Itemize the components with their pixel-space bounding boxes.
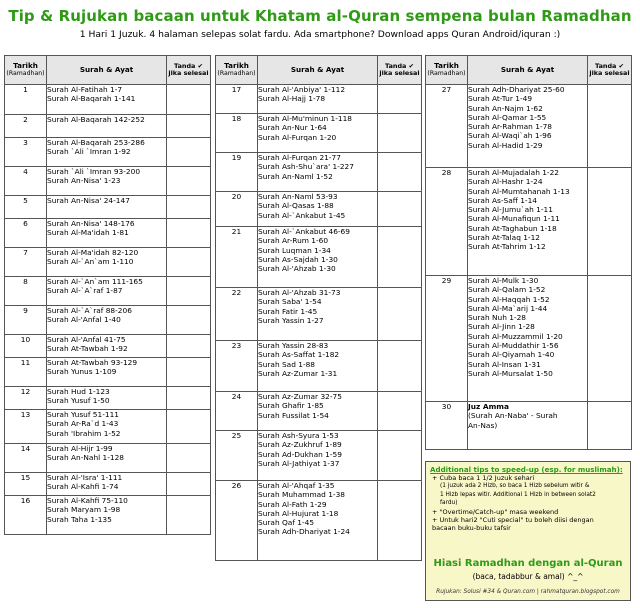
table-row (5, 248, 211, 277)
surah-range: Surah An-Nisa' 24-147 (47, 196, 130, 205)
surah-range: Surah Luqman 1-34 (258, 245, 331, 255)
table-row (5, 444, 211, 473)
surah-range: Surah Hud 1-123 (47, 387, 110, 396)
table-row (216, 85, 422, 114)
page-subtitle: 1 Hari 1 Juzuk. 4 halaman selepas solat fardu. Ada smartphone? Download apps Quran Android/iquran :) (79, 29, 561, 40)
surah-range: Surah Al-Mulk 1-30 (468, 276, 539, 285)
surah-range: Surah Al-'Ahzab 31-73 (258, 288, 341, 297)
table-row (5, 387, 211, 410)
surah-range: Surah Al-'Anfal 41-75 (47, 335, 126, 344)
surah-range: Surah Al-Jumu`ah 1-11 (468, 205, 553, 215)
surah-range: Surah Adh-Dhariyat 1-24 (258, 527, 350, 537)
surah-range: Surah Nuh 1-28 (468, 313, 526, 323)
day-number: 28 (426, 168, 468, 276)
day-number: 30 (426, 402, 468, 450)
table-row (426, 402, 632, 450)
table-row (216, 481, 422, 561)
day-number: 24 (216, 392, 258, 431)
surah-list (258, 392, 378, 431)
surah-list (47, 196, 167, 219)
completion-checkbox[interactable] (378, 392, 422, 431)
schedule-table-3 (425, 55, 632, 450)
day-number: 11 (5, 358, 47, 387)
completion-checkbox[interactable] (167, 219, 211, 248)
day-number: 15 (5, 473, 47, 496)
surah-range: Surah Sad 1-88 (258, 359, 316, 369)
surah-list (47, 335, 167, 358)
completion-checkbox[interactable] (378, 227, 422, 288)
surah-range: Surah Al-Mursalat 1-50 (468, 368, 553, 378)
schedule-table-1 (4, 55, 211, 535)
completion-checkbox[interactable] (167, 473, 211, 496)
tip-line: bacaan buku-buku tafsir (432, 524, 511, 533)
surah-range: Surah Al-Hashr 1-24 (468, 177, 543, 187)
surah-range: Surah Al-Haqqah 1-52 (468, 294, 550, 304)
day-number: 1 (5, 85, 47, 115)
surah-range: Surah Al-Muddathir 1-56 (468, 341, 559, 351)
table-row (216, 114, 422, 153)
day-number: 20 (216, 192, 258, 227)
surah-range: Surah Al-Furqan 21-77 (258, 153, 341, 162)
surah-range: Surah Al-'Isra' 1-111 (47, 473, 123, 482)
tip-line: 1 Hizb lepas witir. Additional 1 Hizb in between solat2 (440, 491, 596, 498)
day-number: 10 (5, 335, 47, 358)
day-number: 21 (216, 227, 258, 288)
completion-checkbox[interactable] (378, 85, 422, 114)
surah-list (258, 431, 378, 481)
surah-list (47, 85, 167, 115)
surah-range: Surah Al-Kahfi 75-110 (47, 496, 128, 505)
surah-list (47, 496, 167, 535)
table-row (216, 192, 422, 227)
table-row (5, 306, 211, 335)
surah-range: Surah Yusuf 1-50 (47, 396, 110, 406)
surah-range: Surah Ar-Rahman 1-78 (468, 122, 552, 132)
surah-list (258, 85, 378, 114)
surah-range: Surah Fatir 1-45 (258, 306, 318, 316)
day-number: 2 (5, 115, 47, 138)
completion-checkbox[interactable] (167, 306, 211, 335)
surah-range: Surah Al-`A`raf 88-206 (47, 306, 132, 315)
surah-list (258, 481, 378, 561)
surah-range: Surah Al-Hujurat 1-18 (258, 508, 339, 518)
surah-range: Surah Ash-Syura 1-53 (258, 431, 339, 440)
surah-range: Surah Al-'Anfal 1-40 (47, 315, 121, 325)
surah-range: Surah Al-Qalam 1-52 (468, 285, 546, 295)
surah-range: Surah Az-Zukhruf 1-89 (258, 440, 342, 450)
surah-range: Surah Al-'Anbiya' 1-112 (258, 85, 346, 94)
surah-range: Surah Al-Mujadalah 1-22 (468, 168, 560, 177)
table-row (216, 431, 422, 481)
surah-list (47, 167, 167, 196)
tip-line: (1 juzuk ada 2 Hizb, so baca 1 Hizb sebelum witir & (440, 483, 590, 490)
header-surah: Surah & Ayat (468, 56, 588, 85)
ramadhan-slogan-sub: (baca, tadabbur & amal) ^_^ (472, 572, 584, 581)
completion-checkbox[interactable] (167, 410, 211, 444)
surah-range: Surah Al-Jinn 1-28 (468, 322, 535, 332)
surah-range: Surah Al-Muzzammil 1-20 (468, 331, 563, 341)
surah-list (47, 358, 167, 387)
table-row (216, 341, 422, 392)
surah-range: Surah Ash-Shu`ara' 1-227 (258, 162, 354, 172)
surah-range: Surah Adh-Dhariyat 25-60 (468, 85, 565, 94)
surah-list (258, 341, 378, 392)
surah-range: Surah Al-Qasas 1-88 (258, 201, 334, 211)
surah-range: Surah Ad-Dukhan 1-59 (258, 449, 342, 459)
day-number: 3 (5, 138, 47, 167)
surah-list (468, 402, 588, 450)
table-row (5, 473, 211, 496)
completion-checkbox[interactable] (588, 168, 632, 276)
surah-range: Surah Ar-Rum 1-60 (258, 236, 329, 246)
surah-list (258, 192, 378, 227)
day-number: 25 (216, 431, 258, 481)
day-number: 17 (216, 85, 258, 114)
completion-checkbox[interactable] (167, 196, 211, 219)
day-number: 12 (5, 387, 47, 410)
surah-range: Surah An-Nur 1-64 (258, 123, 327, 133)
table-row (426, 276, 632, 402)
surah-range: Surah At-Tawbah 93-129 (47, 358, 138, 367)
surah-range: Surah Al-'Ahqaf 1-35 (258, 481, 335, 490)
surah-list (47, 306, 167, 335)
surah-list (47, 138, 167, 167)
surah-range: Surah An-Nahl 1-128 (47, 453, 125, 463)
surah-list (47, 219, 167, 248)
surah-list (47, 115, 167, 138)
surah-range: Surah Al-Kahfi 1-74 (47, 482, 119, 492)
table-row (5, 358, 211, 387)
completion-checkbox[interactable] (167, 387, 211, 410)
completion-checkbox[interactable] (167, 115, 211, 138)
tip-line: fardu) (440, 500, 458, 507)
surah-range: Surah Al-Qiyamah 1-40 (468, 350, 555, 360)
surah-range: Surah `Ali `Imran 1-92 (47, 147, 131, 157)
surah-range: Surah Maryam 1-98 (47, 505, 121, 515)
table-row (5, 335, 211, 358)
table-row (216, 153, 422, 192)
surah-range: Surah Al-Ma'idah 82-120 (47, 248, 139, 257)
surah-range: Surah At-Tawbah 1-92 (47, 344, 128, 354)
surah-list (468, 85, 588, 168)
completion-checkbox[interactable] (167, 277, 211, 306)
page-title: Tip & Rujukan bacaan untuk Khatam al-Quran sempena bulan Ramadhan (8, 7, 632, 25)
juz-name: Juz Amma (468, 402, 509, 411)
day-number: 18 (216, 114, 258, 153)
surah-range: Surah Az-Zumar 32-75 (258, 392, 342, 401)
surah-list (47, 248, 167, 277)
surah-range: Surah Saba' 1-54 (258, 297, 322, 307)
surah-range: Surah An-Nisa' 148-176 (47, 219, 135, 228)
surah-list (258, 288, 378, 341)
completion-checkbox[interactable] (378, 341, 422, 392)
surah-range: Surah Fussilat 1-54 (258, 410, 329, 420)
table-row (216, 392, 422, 431)
surah-range: Surah Al-Qamar 1-55 (468, 112, 547, 122)
surah-range: Surah Al-`A`raf 1-87 (47, 286, 123, 296)
surah-list (47, 444, 167, 473)
header-surah: Surah & Ayat (258, 56, 378, 85)
day-number: 5 (5, 196, 47, 219)
day-number: 14 (5, 444, 47, 473)
surah-range: Surah At-Talaq 1-12 (468, 233, 541, 243)
header-surah: Surah & Ayat (47, 56, 167, 85)
surah-list (47, 387, 167, 410)
tips-box (425, 461, 631, 601)
table-row (426, 85, 632, 168)
table-row (5, 196, 211, 219)
header-tarikh: Tarikh (Ramadhan) (216, 56, 258, 85)
completion-checkbox[interactable] (167, 335, 211, 358)
surah-range: An-Nas) (468, 420, 498, 430)
table-row (216, 288, 422, 341)
header-tanda: Tanda ✔ jika selesai (167, 56, 211, 85)
surah-range: Surah Al-Ma'idah 1-81 (47, 228, 129, 238)
header-tanda: Tanda ✔ jika selesai (588, 56, 632, 85)
completion-checkbox[interactable] (378, 431, 422, 481)
surah-range: (Surah An-Naba' - Surah (468, 411, 558, 421)
completion-checkbox[interactable] (588, 85, 632, 168)
completion-checkbox[interactable] (378, 481, 422, 561)
surah-range: Surah An-Naml 53-93 (258, 192, 338, 201)
surah-range: Surah Taha 1-135 (47, 514, 112, 524)
surah-range: Surah Al-Fatihah 1-7 (47, 85, 123, 94)
tips-title: Additional tips to speed-up (esp. for muslimah): (430, 465, 623, 474)
schedule-table-2 (215, 55, 422, 561)
day-number: 26 (216, 481, 258, 561)
completion-checkbox[interactable] (588, 402, 632, 450)
surah-range: Surah Al-Baqarah 1-141 (47, 94, 136, 104)
surah-range: Surah `Ali `Imran 93-200 (47, 167, 141, 176)
completion-checkbox[interactable] (167, 496, 211, 535)
surah-range: Surah Yusuf 51-111 (47, 410, 119, 419)
table-row (5, 115, 211, 138)
surah-range: Surah Al-Fath 1-29 (258, 499, 327, 509)
day-number: 23 (216, 341, 258, 392)
surah-range: Surah Al-Mumtahanah 1-13 (468, 186, 570, 196)
surah-range: Surah Al-Furqan 1-20 (258, 132, 337, 142)
completion-checkbox[interactable] (167, 138, 211, 167)
day-number: 13 (5, 410, 47, 444)
tip-line: + "Overtime/Catch-up" masa weekend (432, 507, 559, 516)
surah-range: Surah As-Saffat 1-182 (258, 350, 340, 360)
surah-range: Surah Al-Munafiqun 1-11 (468, 214, 560, 224)
completion-checkbox[interactable] (378, 114, 422, 153)
table-row (5, 496, 211, 535)
surah-list (47, 473, 167, 496)
surah-range: Surah Al-'Ahzab 1-30 (258, 264, 336, 274)
surah-range: Surah Yunus 1-109 (47, 367, 117, 377)
completion-checkbox[interactable] (378, 192, 422, 227)
completion-checkbox[interactable] (167, 358, 211, 387)
surah-range: Surah Al-Hadid 1-29 (468, 140, 543, 150)
header-tarikh: Tarikh (Ramadhan) (5, 56, 47, 85)
day-number: 6 (5, 219, 47, 248)
surah-list (47, 410, 167, 444)
header-tanda: Tanda ✔ jika selesai (378, 56, 422, 85)
completion-checkbox[interactable] (167, 248, 211, 277)
day-number: 4 (5, 167, 47, 196)
surah-range: Surah Qaf 1-45 (258, 518, 315, 528)
day-number: 7 (5, 248, 47, 277)
surah-range: Surah Al-Hajj 1-78 (258, 94, 326, 104)
surah-range: Surah Al-`An`am 111-165 (47, 277, 143, 286)
day-number: 16 (5, 496, 47, 535)
surah-list (468, 276, 588, 402)
surah-range: Surah Al-Ma`arij 1-44 (468, 303, 548, 313)
table-row (5, 167, 211, 196)
surah-range: Surah Al-Hijr 1-99 (47, 444, 113, 453)
surah-range: Surah An-Nisa' 1-23 (47, 176, 121, 186)
surah-list (258, 153, 378, 192)
table-row (426, 168, 632, 276)
surah-range: Surah Al-`Ankabut 46-69 (258, 227, 350, 236)
surah-range: Surah Al-`An`am 1-110 (47, 257, 134, 267)
surah-range: Surah Al-Jathiyat 1-37 (258, 458, 340, 468)
surah-range: Surah An-Najm 1-62 (468, 103, 543, 113)
completion-checkbox[interactable] (378, 153, 422, 192)
surah-range: Surah At-Taghabun 1-18 (468, 223, 557, 233)
table-row (5, 277, 211, 306)
surah-list (468, 168, 588, 276)
tips-list (426, 474, 630, 533)
tip-line: + Cuba baca 1 1/2 Juzuk sehari (432, 474, 535, 482)
surah-list (258, 227, 378, 288)
surah-range: Surah Muhammad 1-38 (258, 490, 345, 500)
surah-range: Surah Al-Insan 1-31 (468, 359, 541, 369)
table-row (5, 138, 211, 167)
table-row (216, 227, 422, 288)
surah-range: Surah Yassin 28-83 (258, 341, 329, 350)
surah-range: Surah Al-Baqarah 142-252 (47, 115, 145, 124)
surah-range: Surah 'Ibrahim 1-52 (47, 428, 121, 438)
table-row (5, 85, 211, 115)
header-tarikh: Tarikh (Ramadhan) (426, 56, 468, 85)
day-number: 29 (426, 276, 468, 402)
surah-range: Surah Al-Waqi`ah 1-96 (468, 131, 552, 141)
surah-range: Surah As-Sajdah 1-30 (258, 254, 338, 264)
surah-list (47, 277, 167, 306)
surah-range: Surah Al-Mu'minun 1-118 (258, 114, 352, 123)
completion-checkbox[interactable] (167, 85, 211, 115)
completion-checkbox[interactable] (378, 288, 422, 341)
day-number: 22 (216, 288, 258, 341)
surah-range: Surah Al-`Ankabut 1-45 (258, 210, 346, 220)
ramadhan-slogan: Hiasi Ramadhan dengan al-Quran (433, 558, 623, 569)
surah-range: Surah As-Saff 1-14 (468, 195, 537, 205)
surah-range: Surah Ar-Ra`d 1-43 (47, 419, 119, 429)
surah-range: Surah At-Tur 1-49 (468, 94, 533, 104)
tip-line: + Untuk hari2 "Cuti special" tu boleh diisi dengan (432, 516, 594, 525)
surah-range: Surah Az-Zumar 1-31 (258, 368, 338, 378)
completion-checkbox[interactable] (167, 444, 211, 473)
completion-checkbox[interactable] (588, 276, 632, 402)
day-number: 8 (5, 277, 47, 306)
surah-range: Surah Ghafir 1-85 (258, 401, 324, 411)
credit-line: Rujukan: Solusi #34 & Quran.com | rahmatquran.blogspot.com (436, 589, 620, 595)
surah-range: Surah Yassin 1-27 (258, 315, 324, 325)
day-number: 27 (426, 85, 468, 168)
surah-range: Surah Al-Baqarah 253-286 (47, 138, 145, 147)
surah-range: Surah At-Tahrim 1-12 (468, 242, 546, 252)
table-row (5, 410, 211, 444)
completion-checkbox[interactable] (167, 167, 211, 196)
day-number: 9 (5, 306, 47, 335)
surah-list (258, 114, 378, 153)
table-row (5, 219, 211, 248)
surah-range: Surah An-Naml 1-52 (258, 171, 333, 181)
day-number: 19 (216, 153, 258, 192)
